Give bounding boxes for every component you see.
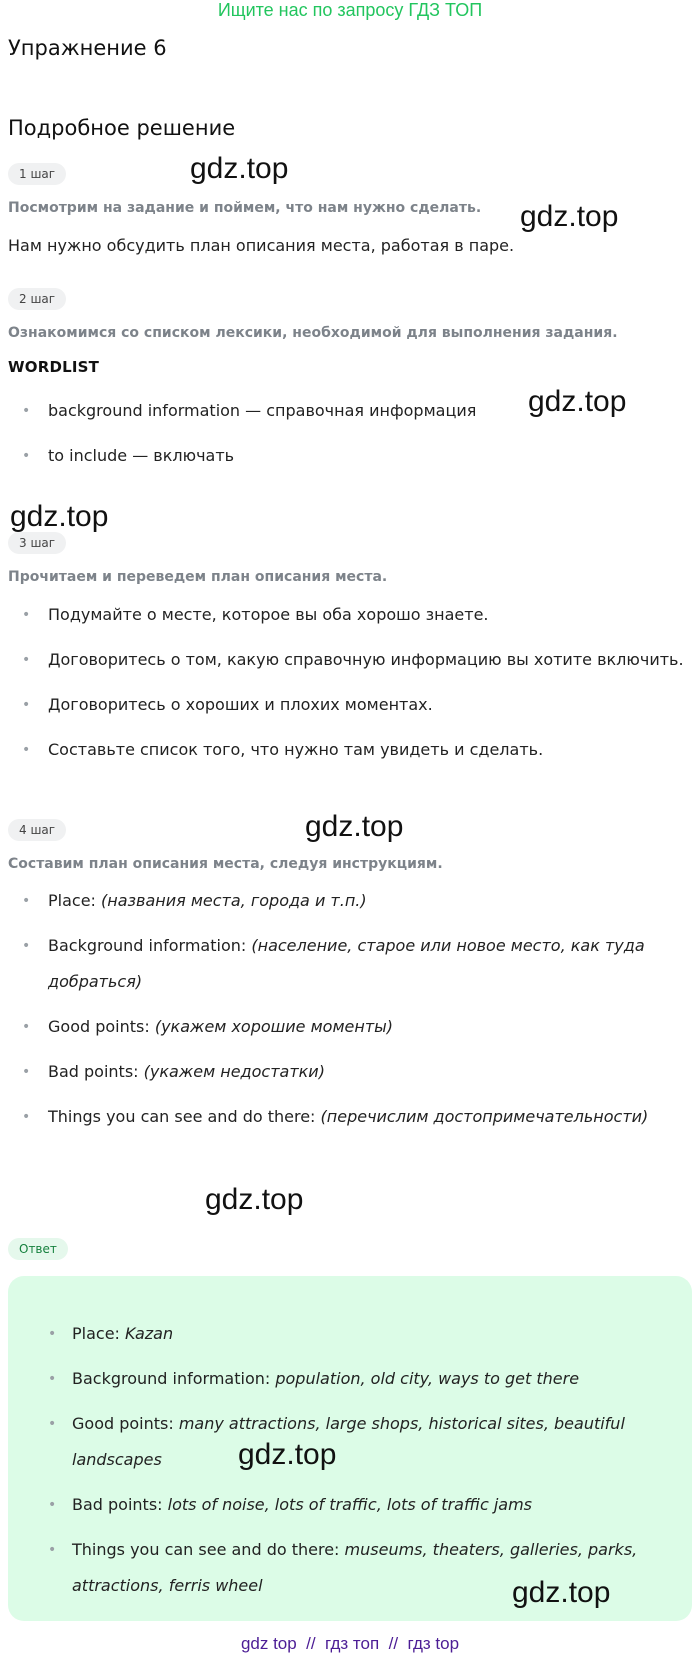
list-item: • Good points: (укажем хорошие моменты) (0, 1009, 692, 1045)
wordlist-heading: WORDLIST (8, 358, 100, 376)
plan-list (0, 883, 692, 1144)
list-item: • Составьте список того, что нужно там увидеть и сделать. (0, 732, 700, 768)
watermark: gdz.top (512, 1576, 611, 1609)
watermark: gdz.top (305, 810, 404, 843)
step-2-caption: Ознакомимся со списком лексики, необходимой для выполнения задания. (8, 325, 618, 341)
list-item: • Place: (названия места, города и т.п.) (0, 883, 692, 919)
watermark: gdz.top (10, 500, 109, 533)
solution-title: Подробное решение (8, 116, 236, 140)
step-1-text: Нам нужно обсудить план описания места, работая в паре. (8, 236, 515, 255)
list-item: • background information — справочная информация (0, 393, 700, 429)
list-item: • to include — включать (0, 438, 700, 474)
translation-list (0, 597, 700, 777)
list-item: • Place: Kazan (8, 1316, 668, 1352)
step-3-badge: 3 шаг (8, 532, 66, 554)
list-item: • Bad points: lots of noise, lots of traffic, lots of traffic jams (8, 1487, 668, 1523)
list-item: • Background information: population, old city, ways to get there (8, 1361, 668, 1397)
list-item: • Договоритесь о том, какую справочную информацию вы хотите включить. (0, 642, 700, 678)
step-4-badge: 4 шаг (8, 819, 66, 841)
list-item: • Background information: (население, старое или новое место, как туда добраться) (0, 928, 692, 1000)
watermark: gdz.top (528, 385, 627, 418)
footer-links: gdz top // гдз топ // гдз top (240, 1634, 460, 1653)
step-3-caption: Прочитаем и переведем план описания места. (8, 569, 388, 585)
step-1-caption: Посмотрим на задание и поймем, что нам нужно сделать. (8, 200, 482, 216)
watermark: gdz.top (190, 152, 289, 185)
step-2-badge: 2 шаг (8, 288, 66, 310)
list-item: • Things you can see and do there: museums, theaters, galleries, parks, attractions, ferris wheel (8, 1532, 668, 1604)
list-item: • Good points: many attractions, large shops, historical sites, beautiful landscapes (8, 1406, 668, 1478)
list-item: • Bad points: (укажем недостатки) (0, 1054, 692, 1090)
list-item: • Things you can see and do there: (перечислим достопримечательности) (0, 1099, 692, 1135)
list-item: • Договоритесь о хороших и плохих моментах. (0, 687, 700, 723)
answer-list (8, 1316, 692, 1604)
answer-box (8, 1276, 692, 1621)
exercise-title: Упражнение 6 (8, 36, 167, 60)
answer-badge: Ответ (8, 1238, 68, 1260)
watermark: gdz.top (238, 1438, 337, 1471)
list-item: • Подумайте о месте, которое вы оба хорошо знаете. (0, 597, 700, 633)
step-1-badge: 1 шаг (8, 163, 66, 185)
search-hint-banner: Ищите нас по запросу ГДЗ ТОП (217, 0, 483, 20)
step-4-caption: Составим план описания места, следуя инструкциям. (8, 856, 443, 872)
watermark: gdz.top (520, 200, 619, 233)
watermark: gdz.top (205, 1183, 304, 1216)
